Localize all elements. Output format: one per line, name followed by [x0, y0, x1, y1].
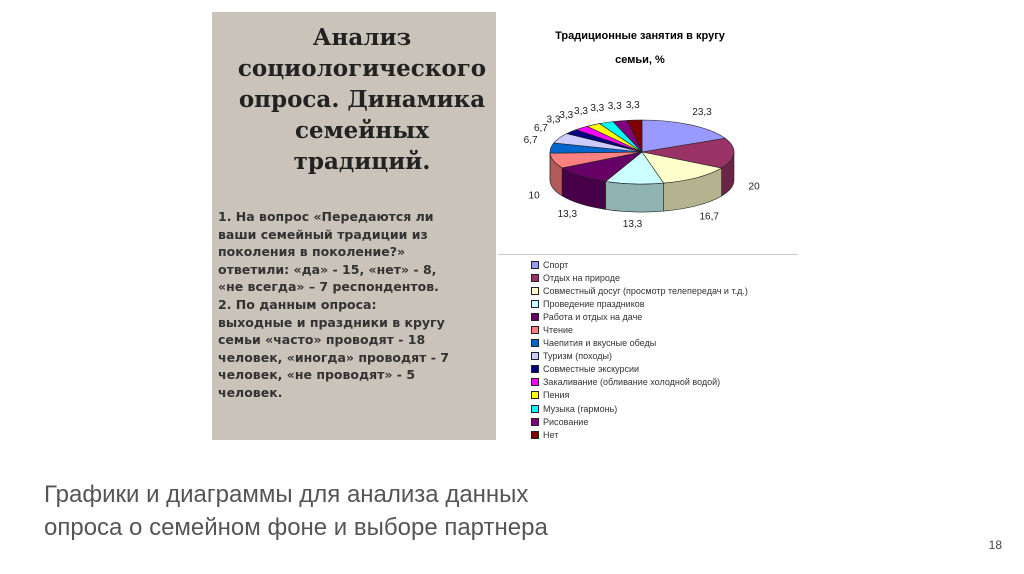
legend-label: Нет — [543, 429, 559, 440]
legend-swatch — [531, 418, 539, 426]
chart-title-line: семьи, % — [615, 54, 665, 66]
pie-data-label: 3,3 — [607, 101, 622, 113]
pie-data-label: 6,7 — [523, 135, 538, 147]
pie-data-label: 16,7 — [699, 211, 719, 223]
legend-swatch — [531, 391, 539, 399]
legend-label: Закаливание (обливание холодной водой) — [543, 377, 721, 388]
pie-data-label: 3,3 — [559, 109, 574, 121]
panel-body-line: ответили: «да» - 15, «нет» - 8, — [218, 261, 437, 277]
legend-label: Проведение праздников — [543, 298, 645, 309]
legend-item — [531, 310, 748, 323]
chart-legend — [531, 258, 748, 441]
legend-item — [531, 297, 748, 310]
legend-swatch — [531, 365, 539, 373]
panel-body-line: «не всегда» – 7 респондентов. — [218, 279, 439, 295]
legend-item — [531, 284, 748, 297]
legend-swatch — [531, 378, 539, 386]
panel-title-line: традиций. — [293, 148, 431, 175]
panel-body-text — [218, 208, 449, 402]
legend-item — [531, 337, 748, 350]
legend-label: Пения — [543, 390, 570, 401]
legend-swatch — [531, 339, 539, 347]
panel-body-line: 1. На вопрос «Передаются ли — [218, 209, 434, 224]
legend-label: Чтение — [543, 325, 574, 336]
legend-swatch — [531, 313, 539, 321]
pie-data-label: 20 — [748, 181, 760, 193]
pie-data-label: 3,3 — [574, 106, 588, 118]
panel-title-line: Анализ — [312, 24, 412, 51]
legend-item — [531, 389, 748, 402]
panel-body-line: 2. По данным опроса: — [218, 296, 377, 312]
panel-title — [212, 22, 496, 177]
panel-body-line: выходные и праздники в кругу — [218, 314, 445, 330]
panel-body-line: человек, «иногда» проводят - 7 — [218, 349, 449, 365]
legend-item — [531, 402, 748, 415]
pie-data-label: 3,3 — [625, 100, 640, 112]
legend-item — [531, 376, 748, 389]
legend-swatch — [531, 326, 539, 334]
legend-item — [531, 428, 748, 441]
pie-data-label: 10 — [528, 190, 540, 202]
caption-line: опроса о семейном фоне и выборе партнера — [44, 514, 548, 541]
pie-data-label: 3,3 — [590, 103, 605, 115]
caption-line: Графики и диаграммы для анализа данных — [44, 481, 529, 508]
legend-swatch — [531, 261, 539, 269]
legend-item — [531, 258, 748, 271]
legend-item — [531, 415, 748, 428]
legend-label: Спорт — [543, 259, 569, 270]
legend-swatch — [531, 274, 539, 282]
panel-body-line: поколения в поколение?» — [218, 244, 406, 260]
legend-swatch — [531, 405, 539, 413]
legend-separator — [498, 254, 798, 255]
pie-data-label: 13,3 — [557, 209, 578, 221]
pie-slice-side — [606, 181, 664, 212]
pie-data-label: 3,3 — [546, 114, 561, 126]
page-number: 18 — [988, 538, 1002, 552]
pie-data-label: 23,3 — [692, 107, 712, 118]
panel-body-line: человек. — [218, 384, 283, 400]
legend-swatch — [531, 352, 539, 360]
pie-chart — [505, 40, 795, 250]
legend-item — [531, 271, 748, 284]
panel-title-line: социологического — [237, 55, 487, 82]
slide-caption — [44, 478, 548, 544]
legend-item — [531, 323, 748, 336]
chart-title-line: Традиционные занятия в кругу — [555, 30, 725, 42]
panel-title-line: опроса. Динамика — [238, 86, 486, 113]
legend-label: Совместный досуг (просмотр телепередач и т.д.) — [543, 285, 748, 296]
legend-label: Отдых на природе — [543, 272, 620, 283]
pie-data-label: 6,7 — [533, 123, 548, 134]
legend-item — [531, 350, 748, 363]
legend-label: Музыка (гармонь) — [543, 403, 618, 414]
legend-item — [531, 363, 748, 376]
legend-swatch — [531, 300, 539, 308]
panel-body-line: ваши семейный традиции из — [218, 226, 428, 242]
pie-data-label: 13,3 — [622, 218, 643, 230]
legend-label: Туризм (походы) — [543, 351, 612, 362]
panel-body-line: человек, «не проводят» - 5 — [218, 367, 416, 383]
legend-swatch — [531, 431, 539, 439]
panel-title-line: семейных — [295, 117, 429, 144]
legend-label: Рисование — [543, 416, 589, 427]
legend-label: Чаепития и вкусные обеды — [543, 338, 657, 349]
legend-label: Работа и отдых на даче — [543, 311, 643, 322]
legend-label: Совместные экскурсии — [543, 364, 640, 375]
legend-swatch — [531, 287, 539, 295]
panel-body-line: семьи «часто» проводят - 18 — [218, 332, 426, 348]
slide-image-panel — [212, 12, 496, 440]
